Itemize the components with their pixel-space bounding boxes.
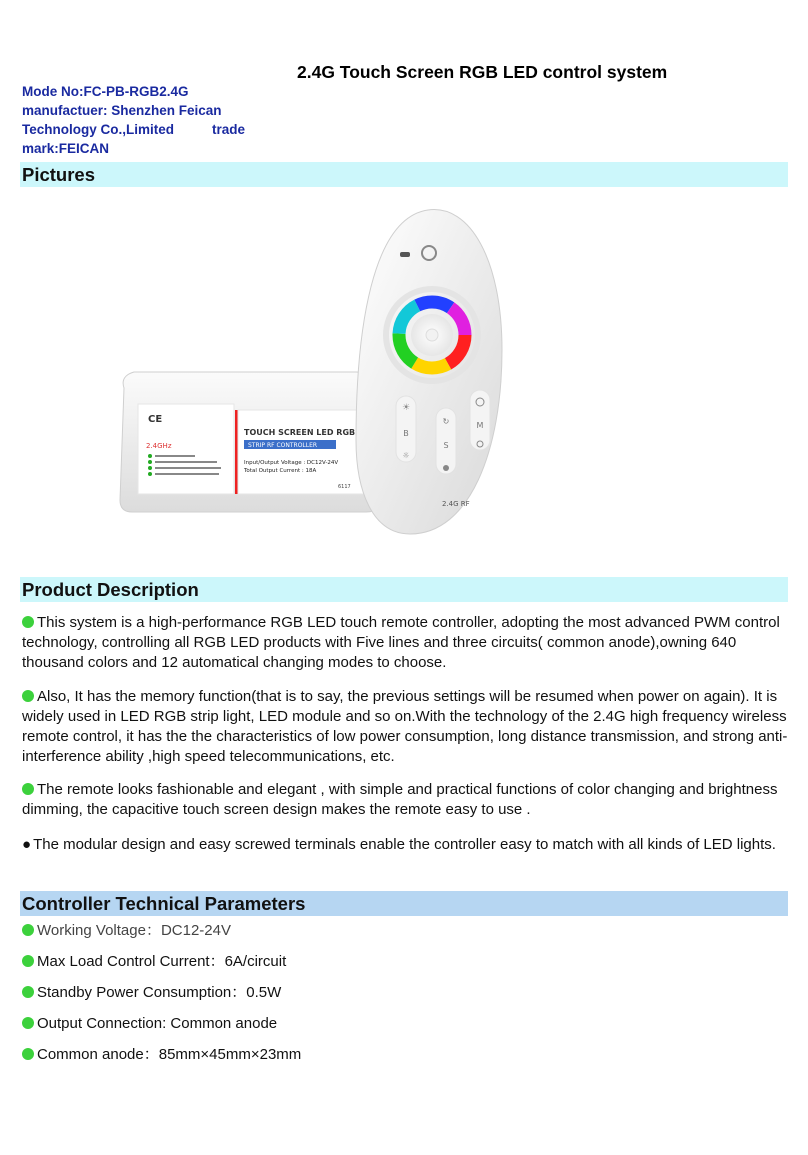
bullet-icon (22, 955, 34, 967)
manufacturer-line-1: manufactuer: Shenzhen Feican (22, 103, 222, 118)
svg-text:☼: ☼ (402, 451, 410, 460)
section-header-technical: Controller Technical Parameters (20, 891, 788, 916)
remote-m-label: M (476, 421, 484, 430)
trade-mark: mark:FEICAN (22, 141, 110, 156)
bullet-icon (22, 986, 34, 998)
model-number: Mode No:FC-PB-RGB2.4G (22, 84, 189, 99)
svg-text:CE: CE (148, 414, 163, 425)
remote-control (356, 210, 502, 534)
parameter-list (22, 920, 722, 1075)
product-photo (110, 200, 530, 540)
bullet-icon (22, 1048, 34, 1060)
product-illustration (110, 200, 530, 540)
bullet-icon (22, 924, 34, 936)
bullet-icon (22, 783, 34, 795)
controller-current: Total Output Current : 18A (244, 468, 317, 474)
controller-voltage: Input/Output Voltage : DC12V-24V (244, 460, 339, 466)
section-header-pictures: Pictures (20, 162, 788, 187)
svg-text:↻: ↻ (442, 417, 450, 426)
controller-subtitle: STRIP RF CONTROLLER (248, 442, 318, 449)
document-title: 2.4G Touch Screen RGB LED control system (297, 62, 668, 82)
controller-code: 6117 (338, 484, 351, 490)
bullet-icon (22, 616, 34, 628)
manufacturer-line-2 (22, 120, 262, 139)
bullet-icon (22, 690, 34, 702)
controller-title: TOUCH SCREEN LED RGB (244, 428, 356, 437)
description-paragraph-1: This system is a high-performance RGB LED touch remote controller, adopting the most advanced PWM control technology, controlling all RGB LED products with Five lines and three circuits( common anode),owning 640 thousand colors and 12 automatical changing modes to choose. (22, 614, 780, 671)
description-paragraph-2: Also, It has the memory function(that is to say, the previous settings will be resumed when power on again). It is widely used in LED RGB strip light, LED module and so on.With the technology of the 2.4G high frequency wireless remote control, it has the the characteristics of low power consumption, long distance transmission, and strong anti-interference ability ,high speed telecommunications, etc. (22, 688, 788, 765)
product-meta (22, 82, 262, 158)
controller-brand: 2.4GHz (146, 442, 172, 450)
remote-s-label: S (443, 441, 449, 450)
bullet-icon: ● (22, 836, 32, 853)
svg-text:☀: ☀ (401, 403, 411, 413)
parameter-item: Max Load Control Current：6A/circuit (22, 951, 722, 982)
description-paragraph-3: The remote looks fashionable and elegant , with simple and practical functions of color changing and brightness dimming, the capacitive touch screen design makes the remote easy to use . (22, 781, 778, 818)
parameter-item: Standby Power Consumption：0.5W (22, 982, 722, 1013)
bullet-icon (22, 1017, 34, 1029)
remote-rf-label: 2.4G RF (442, 500, 470, 508)
parameter-item: Output Connection: Common anode (22, 1013, 722, 1044)
parameter-item: Working Voltage：DC12-24V (22, 920, 722, 951)
trade-word: trade (212, 122, 246, 137)
description-paragraph-4: ● The modular design and easy screwed terminals enable the controller easy to match with all kinds of LED lights. (22, 836, 776, 853)
remote-b-label: B (403, 429, 409, 438)
controller-box (120, 372, 380, 512)
manufacturer-name: Technology Co.,Limited (22, 122, 175, 137)
parameter-item: Common anode：85mm×45mm×23mm (22, 1044, 722, 1075)
section-header-description: Product Description (20, 577, 788, 602)
